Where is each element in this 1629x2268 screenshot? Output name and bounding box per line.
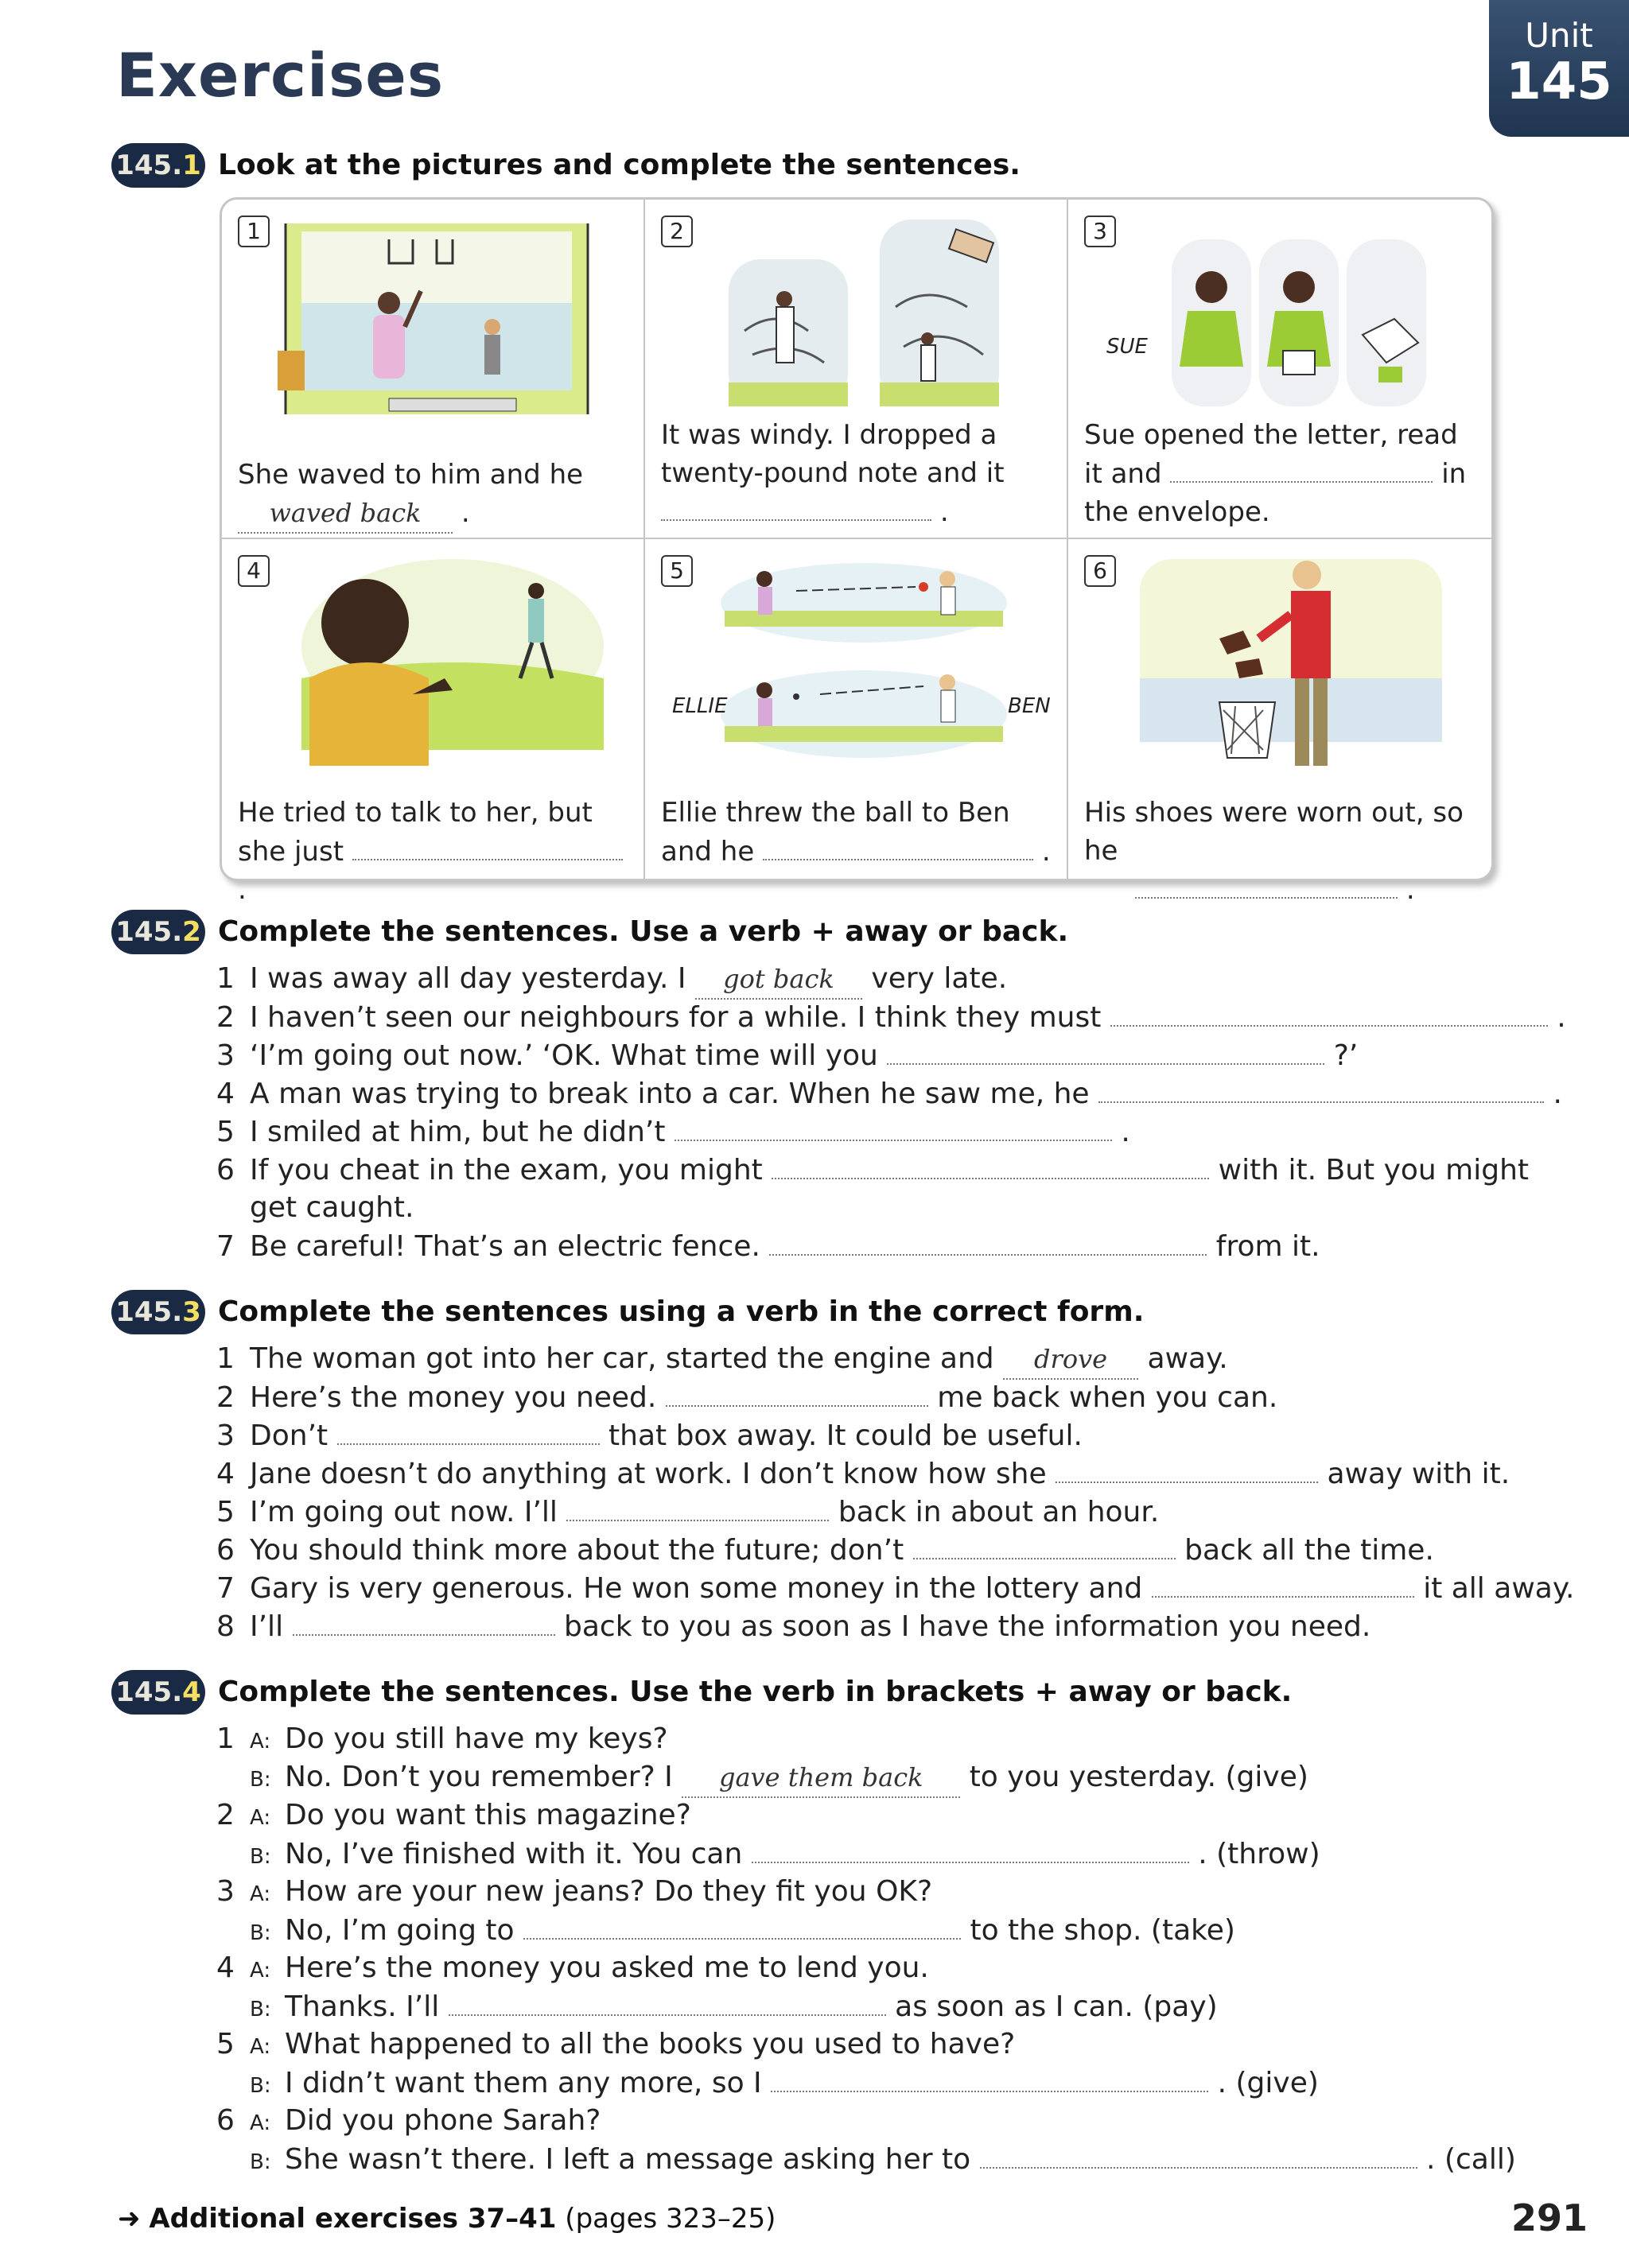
caption-end: . [1405, 874, 1415, 906]
item-number: 1 [216, 1342, 235, 1375]
item-text-end: . [1553, 1078, 1562, 1110]
item-text: I haven’t seen our neighbours for a while. I think they must [250, 1001, 1102, 1034]
verb-hint: (call) [1444, 2143, 1516, 2176]
cell-caption [238, 794, 636, 909]
item-text: ‘I’m going out now.’ ‘OK. What time will you [250, 1039, 878, 1072]
badge-prefix: 145. [115, 1676, 183, 1708]
dialogue-text-end: . [1426, 2143, 1436, 2176]
answer-blank[interactable] [1135, 870, 1398, 899]
cell-caption [238, 456, 636, 534]
item-text: I’m going out now. I’ll [250, 1496, 558, 1528]
caption-text: Ellie threw the ball to Ben and he [661, 797, 1010, 868]
item-number: 1 [216, 962, 235, 995]
handwritten-answer: drove [1003, 1340, 1138, 1380]
item-number: 5 [216, 1496, 235, 1528]
link-pages: (pages 323–25) [556, 2203, 776, 2235]
link-label: Additional exercises 37–41 [149, 2203, 557, 2235]
cell-number: 5 [661, 555, 693, 587]
answer-blank[interactable] [675, 1113, 1112, 1141]
item-text: I smiled at him, but he didn’t [250, 1116, 666, 1148]
instruction-or: or [927, 915, 982, 948]
item-text-end: very late. [871, 962, 1008, 995]
dialogue-line-b [250, 1758, 1308, 1799]
item-number: 6 [216, 1154, 235, 1186]
dialogue-text-end: . [1198, 1838, 1207, 1870]
item-number: 4 [216, 1458, 235, 1490]
ball-throw-illustration [709, 555, 1019, 770]
item-text: Jane doesn’t do anything at work. I don’t know how she [250, 1458, 1047, 1490]
exercise-item [216, 1151, 1529, 1190]
instruction-end: . [1281, 1676, 1293, 1708]
dialogue-line-a [216, 2102, 601, 2142]
exercise-item [216, 1074, 1562, 1113]
unit-number: 145 [1506, 52, 1612, 111]
badge-number: 4 [182, 1676, 201, 1708]
picture-cell-5 [645, 539, 1068, 879]
item-text-end: . [1121, 1116, 1130, 1148]
character-label-ellie: ELLIE [672, 694, 728, 718]
cell-caption [661, 794, 1059, 871]
item-text-end: . [1557, 1001, 1566, 1034]
item-text: If you cheat in the exam, you might [250, 1154, 763, 1186]
speaker-a: A: [250, 1882, 271, 1906]
page-title: Exercises [116, 40, 445, 111]
dialogue-line-b [250, 1987, 1218, 2029]
item-number: 2 [216, 1381, 235, 1414]
item-text-end: back in about an hour. [838, 1496, 1160, 1528]
exercise-badge [111, 1290, 205, 1334]
item-text-end: back all the time. [1184, 1534, 1434, 1567]
unit-label: Unit [1525, 16, 1593, 55]
badge-number: 3 [182, 1296, 201, 1328]
keyword-away: away [1068, 1676, 1152, 1708]
answer-blank[interactable] [661, 492, 931, 521]
item-text-end: away. [1147, 1342, 1228, 1375]
dialogue-text: Do you still have my keys? [285, 1722, 668, 1755]
instruction-text: Complete the sentences. Use the verb in brackets + [218, 1676, 1069, 1708]
speaker-a: A: [250, 1959, 271, 1983]
item-text-end: with it. But you might [1218, 1154, 1530, 1186]
dialogue-line-a [216, 1720, 668, 1761]
item-number: 7 [216, 1230, 235, 1263]
character-label-ben: BEN [1008, 694, 1051, 718]
exercise-item [216, 1340, 1228, 1380]
item-number: 3 [216, 1419, 235, 1452]
answer-blank[interactable] [769, 1227, 1207, 1256]
item-number: 8 [216, 1610, 235, 1643]
instruction-or: or [1151, 1676, 1206, 1708]
dialogue-text: I didn’t want them any more, so I [285, 2067, 762, 2099]
exercise-item [216, 1454, 1510, 1493]
answer-blank[interactable] [666, 1378, 928, 1407]
cell-number: 3 [1084, 216, 1116, 247]
item-text: The woman got into her car, started the engine and [250, 1342, 994, 1375]
cell-number: 2 [661, 216, 693, 247]
exercise-item [216, 1036, 1358, 1075]
picture-cell-3 [1068, 200, 1491, 539]
answer-blank[interactable] [352, 832, 623, 860]
exercise-item [216, 1493, 1159, 1532]
speaker-a: A: [250, 1730, 271, 1753]
verb-hint: (pay) [1142, 1990, 1218, 2023]
windy-illustration [721, 212, 1007, 410]
caption-end: . [939, 496, 949, 528]
verb-hint: (throw) [1216, 1838, 1320, 1870]
dialogue-text: No, I’ve finished with it. You can [285, 1838, 743, 1870]
item-text: I’ll [250, 1610, 284, 1643]
additional-exercises-link[interactable] [118, 2203, 776, 2235]
item-number: 2 [216, 1799, 235, 1831]
dialogue-text: She wasn’t there. I left a message asking her to [285, 2143, 971, 2176]
exercise-badge [111, 143, 205, 188]
answer-blank[interactable] [337, 1416, 600, 1445]
exercise-item [216, 1113, 1130, 1151]
item-number: 6 [216, 1534, 235, 1567]
answer-blank[interactable] [449, 1987, 886, 2016]
cell-caption [1084, 794, 1482, 909]
item-text-end: me back when you can. [937, 1381, 1278, 1414]
cell-caption [661, 416, 1059, 531]
dialogue-line-a [216, 1873, 932, 1913]
badge-prefix: 145. [115, 150, 183, 181]
answer-blank[interactable] [772, 1151, 1209, 1179]
dialogue-line-b [250, 1911, 1235, 1952]
answer-blank[interactable] [887, 1036, 1324, 1065]
item-text: A man was trying to break into a car. When he saw me, he [250, 1078, 1090, 1110]
dialogue-line-b [250, 2064, 1319, 2105]
dialogue-line-b [250, 2140, 1516, 2181]
walking-away-illustration [294, 551, 628, 774]
speaker-b: B: [250, 1998, 271, 2021]
dialogue-text: Did you phone Sarah? [285, 2104, 601, 2137]
exercise-item [216, 1416, 1083, 1455]
picture-cell-6 [1068, 539, 1491, 906]
exercise-item [216, 1378, 1277, 1417]
exercise-instruction [218, 1670, 1292, 1715]
item-text-end: back to you as soon as I have the information you need. [563, 1610, 1371, 1643]
item-text-end: that box away. It could be useful. [608, 1419, 1083, 1452]
item-text: I was away all day yesterday. I [250, 962, 686, 995]
picture-cell-4 [222, 539, 645, 906]
caption-text: She waved to him and he [238, 459, 584, 491]
unit-tab [1489, 0, 1629, 137]
handwritten-answer: gave them back [682, 1758, 960, 1798]
item-text: Don’t [250, 1419, 329, 1452]
item-text-end: from it. [1215, 1230, 1320, 1263]
answer-blank[interactable] [1152, 1569, 1414, 1598]
cell-number: 1 [238, 216, 270, 247]
answer-blank[interactable] [566, 1493, 829, 1521]
dialogue-line-a [216, 2025, 1015, 2066]
dialogue-text-end: as soon as I can. [895, 1990, 1133, 2023]
item-text-end: ?’ [1333, 1039, 1359, 1072]
shoes-bin-illustration [1132, 551, 1450, 774]
character-label-sue: SUE [1106, 335, 1148, 359]
dialogue-line-a [216, 1949, 929, 1990]
item-number: 3 [216, 1039, 235, 1072]
answer-blank[interactable] [913, 1531, 1176, 1559]
item-text-end: away with it. [1327, 1458, 1510, 1490]
waving-illustration [270, 216, 604, 430]
exercise-item [216, 998, 1566, 1037]
answer-blank[interactable] [771, 2064, 1208, 2092]
item-number: 2 [216, 1001, 235, 1034]
answer-blank[interactable] [1170, 454, 1433, 483]
dialogue-text: Thanks. I’ll [285, 1990, 440, 2023]
badge-prefix: 145. [115, 1296, 183, 1328]
item-number: 1 [216, 1722, 235, 1755]
exercise-badge [111, 910, 205, 954]
item-continuation: get caught. [250, 1191, 414, 1224]
handwritten-answer: waved back [238, 494, 453, 534]
keyword-back: back [1205, 1676, 1281, 1708]
speaker-b: B: [250, 1768, 271, 1792]
caption-end: in the envelope. [1084, 458, 1467, 528]
picture-cell-2 [645, 200, 1068, 539]
page-number: 291 [1511, 2196, 1588, 2239]
answer-blank[interactable] [1110, 998, 1548, 1027]
speaker-a: A: [250, 2035, 271, 2059]
cell-number: 6 [1084, 555, 1116, 587]
answer-blank[interactable] [1098, 1074, 1544, 1103]
dialogue-text: How are your new jeans? Do they fit you OK? [285, 1875, 933, 1908]
picture-grid [220, 197, 1494, 906]
badge-number: 2 [182, 916, 201, 948]
caption-text: He tried to talk to her, but she just [238, 797, 593, 868]
keyword-back: back [982, 915, 1058, 948]
exercise-badge [111, 1670, 205, 1715]
dialogue-line-b [250, 1835, 1320, 1876]
keyword-away: away [845, 915, 928, 948]
item-text: Gary is very generous. He won some money in the lottery and [250, 1572, 1143, 1605]
speaker-b: B: [250, 2150, 271, 2174]
exercise-instruction [218, 910, 1068, 954]
answer-blank[interactable] [293, 1607, 555, 1636]
item-text: You should think more about the future; don’t [250, 1534, 904, 1567]
exercise-item [216, 1607, 1370, 1646]
speaker-b: B: [250, 1845, 271, 1869]
caption-text: His shoes were worn out, so he [1084, 797, 1464, 867]
caption-end: . [461, 497, 470, 529]
item-text: Here’s the money you need. [250, 1381, 657, 1414]
exercise-item [216, 1569, 1574, 1608]
instruction-text: Complete the sentences. Use a verb + [218, 915, 846, 948]
verb-hint: (give) [1225, 1761, 1308, 1793]
item-number: 4 [216, 1078, 235, 1110]
exercise-item [216, 1531, 1434, 1570]
item-number: 4 [216, 1951, 235, 1984]
dialogue-text-end: to the shop. [970, 1914, 1142, 1947]
speaker-a: A: [250, 2111, 271, 2135]
caption-text: It was windy. I dropped a twenty-pound note and it [661, 419, 1005, 489]
cell-caption [1084, 416, 1482, 531]
picture-cell-1 [222, 200, 645, 539]
dialogue-text-end: . [1217, 2067, 1227, 2099]
answer-blank[interactable] [752, 1835, 1189, 1863]
item-number: 7 [216, 1572, 235, 1605]
answer-blank[interactable] [523, 1911, 961, 1940]
speaker-b: B: [250, 2074, 271, 2098]
answer-blank[interactable] [763, 832, 1033, 860]
arrow-icon: ➜ [118, 2203, 141, 2235]
item-number: 5 [216, 2028, 235, 2060]
dialogue-line-a [216, 1796, 691, 1837]
dialogue-text: No. Don’t you remember? I [285, 1761, 673, 1793]
dialogue-text: Here’s the money you asked me to lend you. [285, 1951, 929, 1984]
answer-blank[interactable] [980, 2140, 1417, 2169]
exercise-item [216, 960, 1007, 1000]
exercise-instruction: Complete the sentences using a verb in the correct form. [218, 1295, 1145, 1328]
speaker-b: B: [250, 1921, 271, 1945]
dialogue-text: No, I’m going to [285, 1914, 515, 1947]
badge-number: 1 [182, 150, 201, 181]
exercise-item [216, 1227, 1320, 1266]
letter-illustration [1164, 231, 1466, 414]
instruction-end: . [1057, 915, 1069, 948]
exercise-instruction: Look at the pictures and complete the sentences. [218, 149, 1021, 181]
dialogue-text-end: to you yesterday. [969, 1761, 1217, 1793]
dialogue-text: Do you want this magazine? [285, 1799, 691, 1831]
answer-blank[interactable] [1056, 1454, 1318, 1483]
cell-number: 4 [238, 555, 270, 587]
handwritten-answer: got back [695, 960, 862, 1000]
item-number: 6 [216, 2104, 235, 2137]
caption-text: Sue opened the letter, read it and [1084, 419, 1458, 490]
verb-hint: (give) [1235, 2067, 1319, 2099]
item-text-end: it all away. [1423, 1572, 1575, 1605]
speaker-a: A: [250, 1806, 271, 1830]
dialogue-text: What happened to all the books you used to have? [285, 2028, 1016, 2060]
item-number: 3 [216, 1875, 235, 1908]
item-number: 5 [216, 1116, 235, 1148]
caption-end: . [1041, 836, 1051, 868]
caption-end: . [238, 874, 247, 906]
verb-hint: (take) [1150, 1914, 1235, 1947]
badge-prefix: 145. [115, 916, 183, 948]
item-text: Be careful! That’s an electric fence. [250, 1230, 760, 1263]
